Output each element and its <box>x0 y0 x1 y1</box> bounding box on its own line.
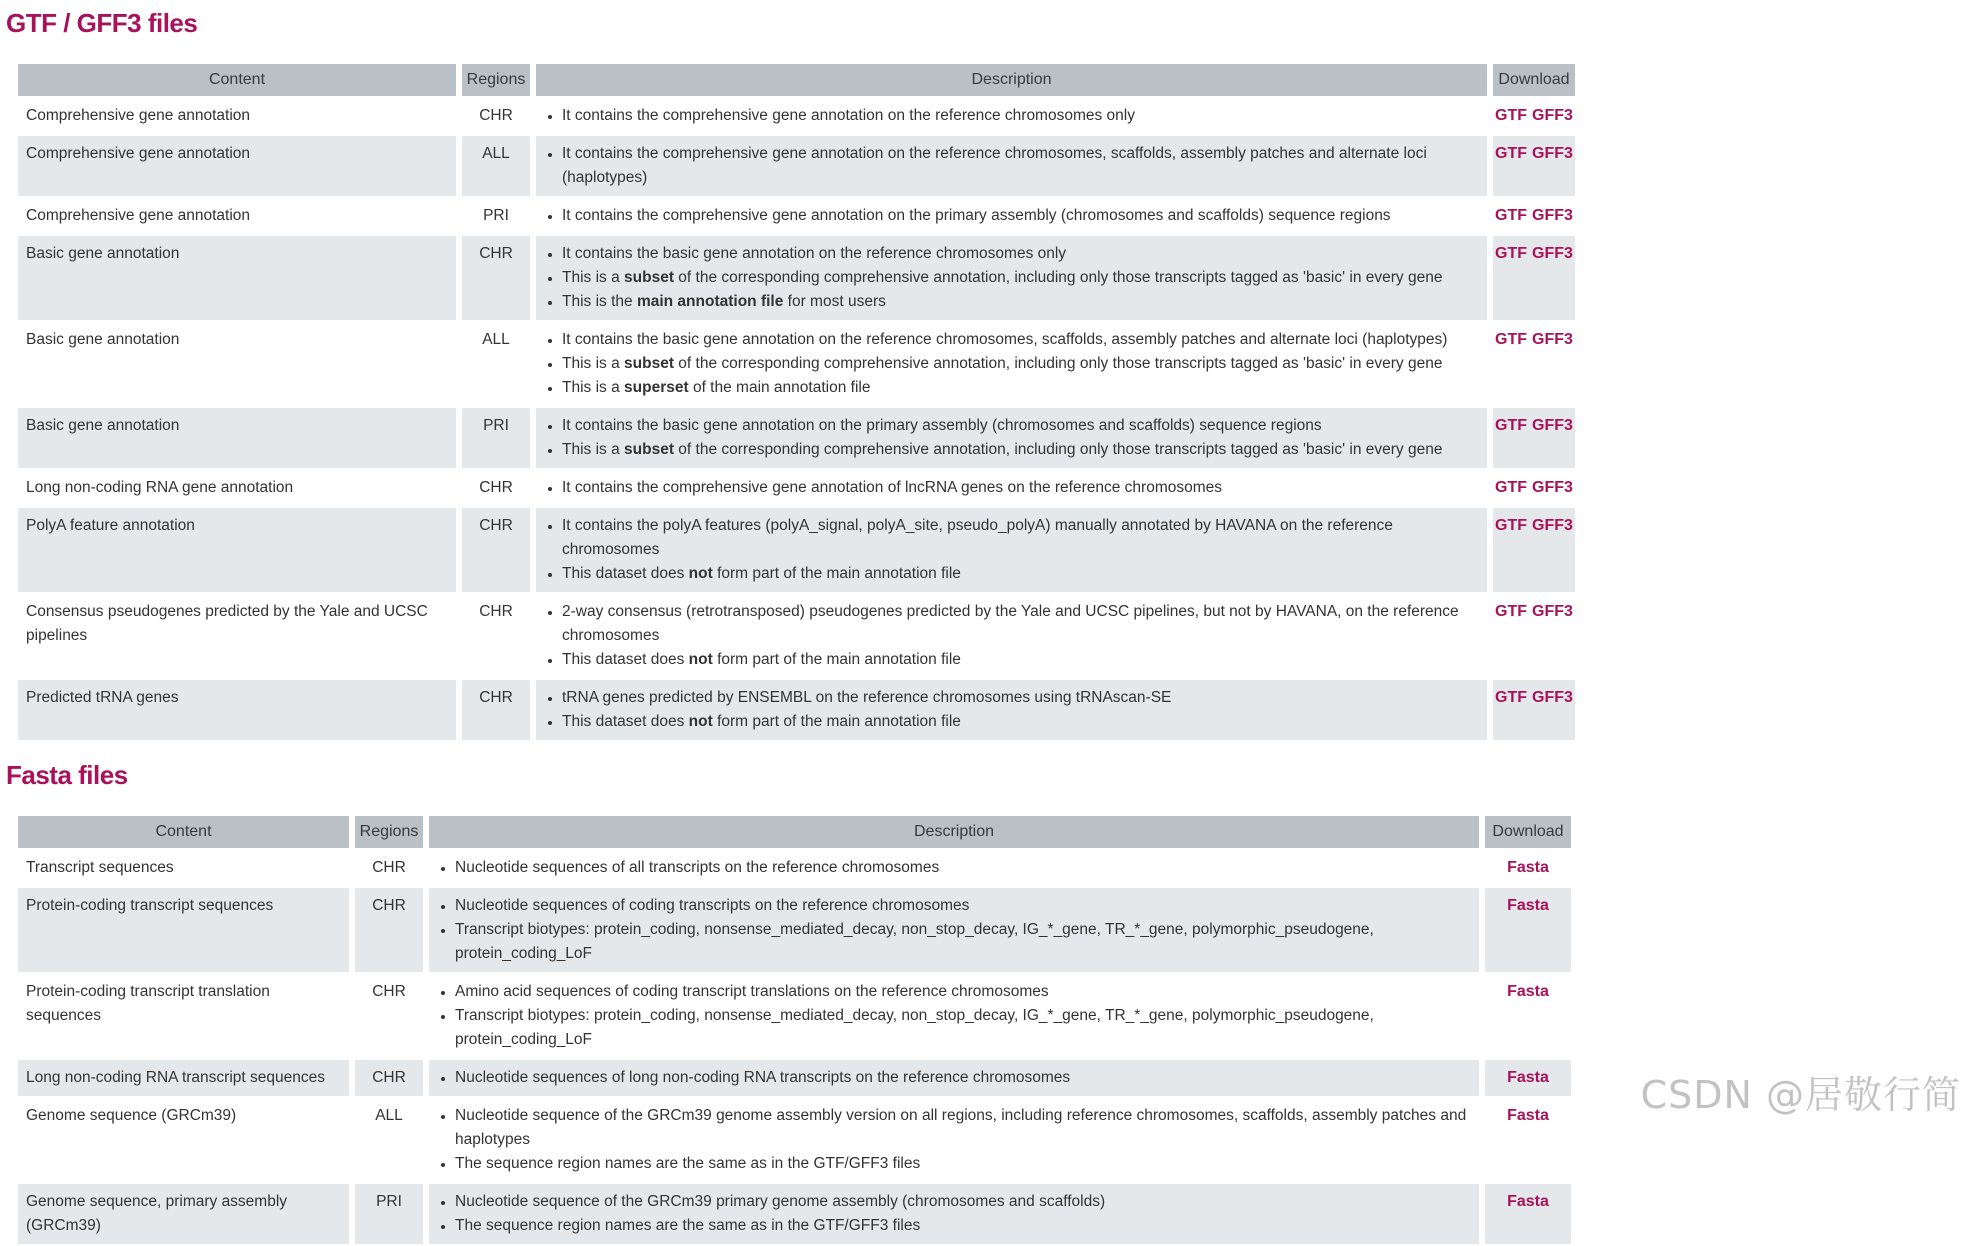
description-item <box>562 328 1479 352</box>
description-item <box>455 1214 1471 1238</box>
fasta-table <box>12 814 1577 1246</box>
description-text: of the corresponding comprehensive annotation, including only those transcripts tagged as 'basic' in every gene <box>673 269 1443 286</box>
cell-region: PRI <box>462 408 530 468</box>
cell-download <box>1485 1098 1571 1182</box>
description-emphasis: main annotation file <box>636 293 784 310</box>
description-item <box>562 438 1479 462</box>
description-item <box>455 980 1471 1004</box>
cell-download <box>1493 470 1575 506</box>
cell-download <box>1493 98 1575 134</box>
description-emphasis: subset <box>624 269 674 286</box>
table-row <box>18 508 1575 592</box>
description-list <box>544 142 1479 190</box>
download-gtf-link[interactable]: GTF <box>1495 689 1528 706</box>
description-text: This is a <box>562 441 625 458</box>
cell-content: Genome sequence, primary assembly (GRCm39) <box>18 1184 349 1244</box>
table-row <box>18 136 1575 196</box>
description-text: It contains the basic gene annotation on the primary assembly (chromosomes and scaffolds) sequence regions <box>562 417 1322 434</box>
description-list <box>437 1066 1471 1090</box>
table-header-row <box>18 816 1571 848</box>
cell-description <box>429 1060 1479 1096</box>
description-text: form part of the main annotation file <box>712 713 961 730</box>
cell-download <box>1485 974 1571 1058</box>
fasta-section <box>8 760 1961 1246</box>
description-list <box>544 476 1479 500</box>
gtf-table <box>12 62 1581 742</box>
cell-description <box>536 408 1487 468</box>
description-item <box>562 142 1479 190</box>
download-gtf-link[interactable]: GTF <box>1495 417 1528 434</box>
download-gff3-link[interactable]: GFF3 <box>1532 517 1573 534</box>
description-list <box>544 686 1479 734</box>
table-row <box>18 98 1575 134</box>
description-item <box>455 1152 1471 1176</box>
description-text: 2-way consensus (retrotransposed) pseudogenes predicted by the Yale and UCSC pipelines, but not by HAVANA, on the reference chromosomes <box>562 603 1459 644</box>
table-row <box>18 470 1575 506</box>
cell-content: Protein-coding transcript translation sequences <box>26 983 270 1024</box>
description-emphasis: subset <box>624 355 674 372</box>
description-text: Amino acid sequences of coding transcript translations on the reference chromosomes <box>455 983 1049 1000</box>
cell-download <box>1493 136 1575 196</box>
description-text: It contains the basic gene annotation on the reference chromosomes only <box>562 245 1067 262</box>
download-gtf-link[interactable]: GTF <box>1495 145 1528 162</box>
cell-region: CHR <box>462 680 530 740</box>
description-text: It contains the comprehensive gene annotation of lncRNA genes on the reference chromosomes <box>562 479 1223 496</box>
table-row <box>18 198 1575 234</box>
description-item <box>562 600 1479 648</box>
cell-content: Long non-coding RNA transcript sequences <box>18 1060 349 1096</box>
description-text: This dataset does <box>562 651 689 668</box>
cell-region: CHR <box>479 603 513 620</box>
fasta-section-title: Fasta files <box>6 760 128 790</box>
description-text: Nucleotide sequence of the GRCm39 genome assembly version on all regions, including reference chromosomes, scaffolds, assembly patches and haplotypes <box>455 1107 1467 1148</box>
cell-region: CHR <box>479 479 513 496</box>
description-list <box>544 328 1479 400</box>
description-item <box>455 1104 1471 1152</box>
download-gtf-link[interactable]: GTF <box>1495 331 1528 348</box>
description-emphasis: not <box>688 713 713 730</box>
download-fasta-link[interactable]: Fasta <box>1507 1107 1549 1124</box>
description-item <box>455 856 1471 880</box>
download-gff3-link[interactable]: GFF3 <box>1532 603 1573 620</box>
description-item <box>562 710 1479 734</box>
description-list <box>544 242 1479 314</box>
header-download: Download <box>1485 816 1571 848</box>
download-gtf-link[interactable]: GTF <box>1495 603 1528 620</box>
table-row <box>18 1184 1571 1244</box>
cell-description <box>536 98 1487 134</box>
download-gff3-link[interactable]: GFF3 <box>1532 107 1573 124</box>
table-row <box>18 850 1571 886</box>
cell-content: Basic gene annotation <box>18 408 456 468</box>
cell-download <box>1493 680 1575 740</box>
cell-download <box>1485 850 1571 886</box>
cell-region: PRI <box>355 1184 423 1244</box>
download-fasta-link[interactable]: Fasta <box>1507 983 1549 1000</box>
download-fasta-link[interactable]: Fasta <box>1507 1069 1549 1086</box>
description-item <box>562 266 1479 290</box>
gtf-section <box>8 8 1961 742</box>
cell-region: CHR <box>479 107 513 124</box>
description-item <box>455 918 1471 966</box>
cell-download <box>1485 1060 1571 1096</box>
cell-content: PolyA feature annotation <box>18 508 456 592</box>
header-description: Description <box>536 64 1487 96</box>
description-text: This is a <box>562 269 625 286</box>
cell-region: PRI <box>483 207 509 224</box>
download-gtf-link[interactable]: GTF <box>1495 517 1528 534</box>
download-gtf-link[interactable]: GTF <box>1495 479 1528 496</box>
download-fasta-link[interactable]: Fasta <box>1507 897 1549 914</box>
cell-region: CHR <box>355 888 423 972</box>
download-gff3-link[interactable]: GFF3 <box>1532 207 1573 224</box>
description-item <box>562 648 1479 672</box>
description-text: Nucleotide sequences of all transcripts on the reference chromosomes <box>455 859 940 876</box>
description-text: It contains the polyA features (polyA_signal, polyA_site, pseudo_polyA) manually annotated by HAVANA on the reference chromosomes <box>562 517 1393 558</box>
download-gff3-link[interactable]: GFF3 <box>1532 689 1573 706</box>
download-gff3-link[interactable]: GFF3 <box>1532 145 1573 162</box>
cell-region: ALL <box>375 1107 403 1124</box>
description-list <box>544 414 1479 462</box>
description-text: Nucleotide sequences of coding transcripts on the reference chromosomes <box>455 897 970 914</box>
description-text: It contains the basic gene annotation on the reference chromosomes, scaffolds, assembly patches and alternate loci (haplotypes) <box>562 331 1448 348</box>
description-list <box>544 514 1479 586</box>
cell-content: Basic gene annotation <box>18 236 456 320</box>
description-list <box>544 104 1479 128</box>
description-list <box>437 894 1471 966</box>
cell-content: Consensus pseudogenes predicted by the Yale and UCSC pipelines <box>26 603 428 644</box>
download-gff3-link[interactable]: GFF3 <box>1532 331 1573 348</box>
cell-description <box>429 850 1479 886</box>
description-text: This is the <box>562 293 637 310</box>
description-item <box>562 686 1479 710</box>
cell-description <box>536 136 1487 196</box>
cell-region: CHR <box>355 1060 423 1096</box>
description-item <box>562 562 1479 586</box>
cell-description <box>536 322 1487 406</box>
description-item <box>455 894 1471 918</box>
cell-content: Predicted tRNA genes <box>18 680 456 740</box>
cell-content: Comprehensive gene annotation <box>26 207 251 224</box>
download-gff3-link[interactable]: GFF3 <box>1532 245 1573 262</box>
table-row <box>18 1098 1571 1182</box>
description-item <box>455 1004 1471 1052</box>
download-fasta-link[interactable]: Fasta <box>1507 1193 1549 1210</box>
cell-content: Comprehensive gene annotation <box>26 107 251 124</box>
download-gtf-link[interactable]: GTF <box>1495 107 1528 124</box>
header-regions: Regions <box>462 64 530 96</box>
cell-content: Comprehensive gene annotation <box>18 136 456 196</box>
description-item <box>562 352 1479 376</box>
description-emphasis: subset <box>624 441 674 458</box>
download-gtf-link[interactable]: GTF <box>1495 245 1528 262</box>
description-list <box>544 600 1479 672</box>
description-item <box>562 104 1479 128</box>
header-regions: Regions <box>355 816 423 848</box>
cell-content: Basic gene annotation <box>26 331 180 348</box>
description-list <box>437 1104 1471 1176</box>
table-row <box>18 594 1575 678</box>
watermark: CSDN @居敬行简 <box>1640 1073 1961 1117</box>
cell-download <box>1485 888 1571 972</box>
cell-download <box>1493 198 1575 234</box>
cell-description <box>429 888 1479 972</box>
header-download: Download <box>1493 64 1575 96</box>
description-text: Transcript biotypes: protein_coding, nonsense_mediated_decay, non_stop_decay, IG_*_gene, TR_*_gene, polymorphic_pseudogene, protein_coding_LoF <box>455 1007 1374 1048</box>
description-item <box>562 242 1479 266</box>
description-item <box>562 514 1479 562</box>
cell-region: ALL <box>482 331 510 348</box>
description-text: of the corresponding comprehensive annotation, including only those transcripts tagged as 'basic' in every gene <box>673 441 1443 458</box>
cell-description <box>536 680 1487 740</box>
cell-description <box>536 508 1487 592</box>
table-row <box>18 322 1575 406</box>
description-text: This dataset does <box>562 565 689 582</box>
cell-content: Transcript sequences <box>26 859 174 876</box>
description-text: This dataset does <box>562 713 689 730</box>
download-gff3-link[interactable]: GFF3 <box>1532 417 1573 434</box>
description-item <box>562 476 1479 500</box>
cell-content: Genome sequence (GRCm39) <box>26 1107 237 1124</box>
cell-description <box>536 470 1487 506</box>
description-text: form part of the main annotation file <box>712 651 961 668</box>
cell-content: Long non-coding RNA gene annotation <box>26 479 294 496</box>
cell-description <box>429 1184 1479 1244</box>
description-item <box>455 1066 1471 1090</box>
description-text: This is a <box>562 355 625 372</box>
table-row <box>18 1060 1571 1096</box>
cell-region: CHR <box>462 236 530 320</box>
description-text: of the main annotation file <box>688 379 871 396</box>
description-item <box>562 414 1479 438</box>
cell-description <box>429 974 1479 1058</box>
description-emphasis: not <box>688 651 713 668</box>
description-text: of the corresponding comprehensive annotation, including only those transcripts tagged as 'basic' in every gene <box>673 355 1443 372</box>
description-item <box>455 1190 1471 1214</box>
download-fasta-link[interactable]: Fasta <box>1507 859 1549 876</box>
description-list <box>437 1190 1471 1238</box>
cell-download <box>1493 322 1575 406</box>
description-text: It contains the comprehensive gene annotation on the primary assembly (chromosomes and scaffolds) sequence regions <box>562 207 1391 224</box>
description-text: This is a <box>562 379 625 396</box>
cell-content: Protein-coding transcript sequences <box>18 888 349 972</box>
cell-region: ALL <box>462 136 530 196</box>
cell-region: CHR <box>372 859 406 876</box>
table-row <box>18 974 1571 1058</box>
table-row <box>18 888 1571 972</box>
cell-download <box>1485 1184 1571 1244</box>
gtf-section-title: GTF / GFF3 files <box>6 8 198 38</box>
description-list <box>544 204 1479 228</box>
description-text: form part of the main annotation file <box>712 565 961 582</box>
description-emphasis: not <box>688 565 713 582</box>
table-row <box>18 236 1575 320</box>
description-text: tRNA genes predicted by ENSEMBL on the reference chromosomes using tRNAscan-SE <box>562 689 1172 706</box>
description-list <box>437 856 1471 880</box>
cell-download <box>1493 236 1575 320</box>
description-text: for most users <box>783 293 886 310</box>
description-text: The sequence region names are the same as in the GTF/GFF3 files <box>455 1155 921 1172</box>
table-header-row <box>18 64 1575 96</box>
description-item <box>562 204 1479 228</box>
table-row <box>18 680 1575 740</box>
description-list <box>437 980 1471 1052</box>
header-content: Content <box>18 816 349 848</box>
description-text: Transcript biotypes: protein_coding, nonsense_mediated_decay, non_stop_decay, IG_*_gene, TR_*_gene, polymorphic_pseudogene, protein_coding_LoF <box>455 921 1374 962</box>
cell-region: CHR <box>462 508 530 592</box>
description-text: Nucleotide sequences of long non-coding RNA transcripts on the reference chromosomes <box>455 1069 1071 1086</box>
description-text: It contains the comprehensive gene annotation on the reference chromosomes, scaffolds, assembly patches and alternate loci (haplotypes) <box>562 145 1427 186</box>
header-content: Content <box>18 64 456 96</box>
description-text: It contains the comprehensive gene annotation on the reference chromosomes only <box>562 107 1135 124</box>
description-emphasis: superset <box>624 379 689 396</box>
download-gtf-link[interactable]: GTF <box>1495 207 1528 224</box>
description-item <box>562 290 1479 314</box>
description-text: Nucleotide sequence of the GRCm39 primary genome assembly (chromosomes and scaffolds) <box>455 1193 1106 1210</box>
table-row <box>18 408 1575 468</box>
cell-description <box>536 236 1487 320</box>
cell-region: CHR <box>372 983 406 1000</box>
download-gff3-link[interactable]: GFF3 <box>1532 479 1573 496</box>
cell-download <box>1493 408 1575 468</box>
description-item <box>562 376 1479 400</box>
cell-description <box>536 594 1487 678</box>
cell-download <box>1493 508 1575 592</box>
cell-description <box>429 1098 1479 1182</box>
description-text: The sequence region names are the same as in the GTF/GFF3 files <box>455 1217 921 1234</box>
cell-download <box>1493 594 1575 678</box>
header-description: Description <box>429 816 1479 848</box>
cell-description <box>536 198 1487 234</box>
